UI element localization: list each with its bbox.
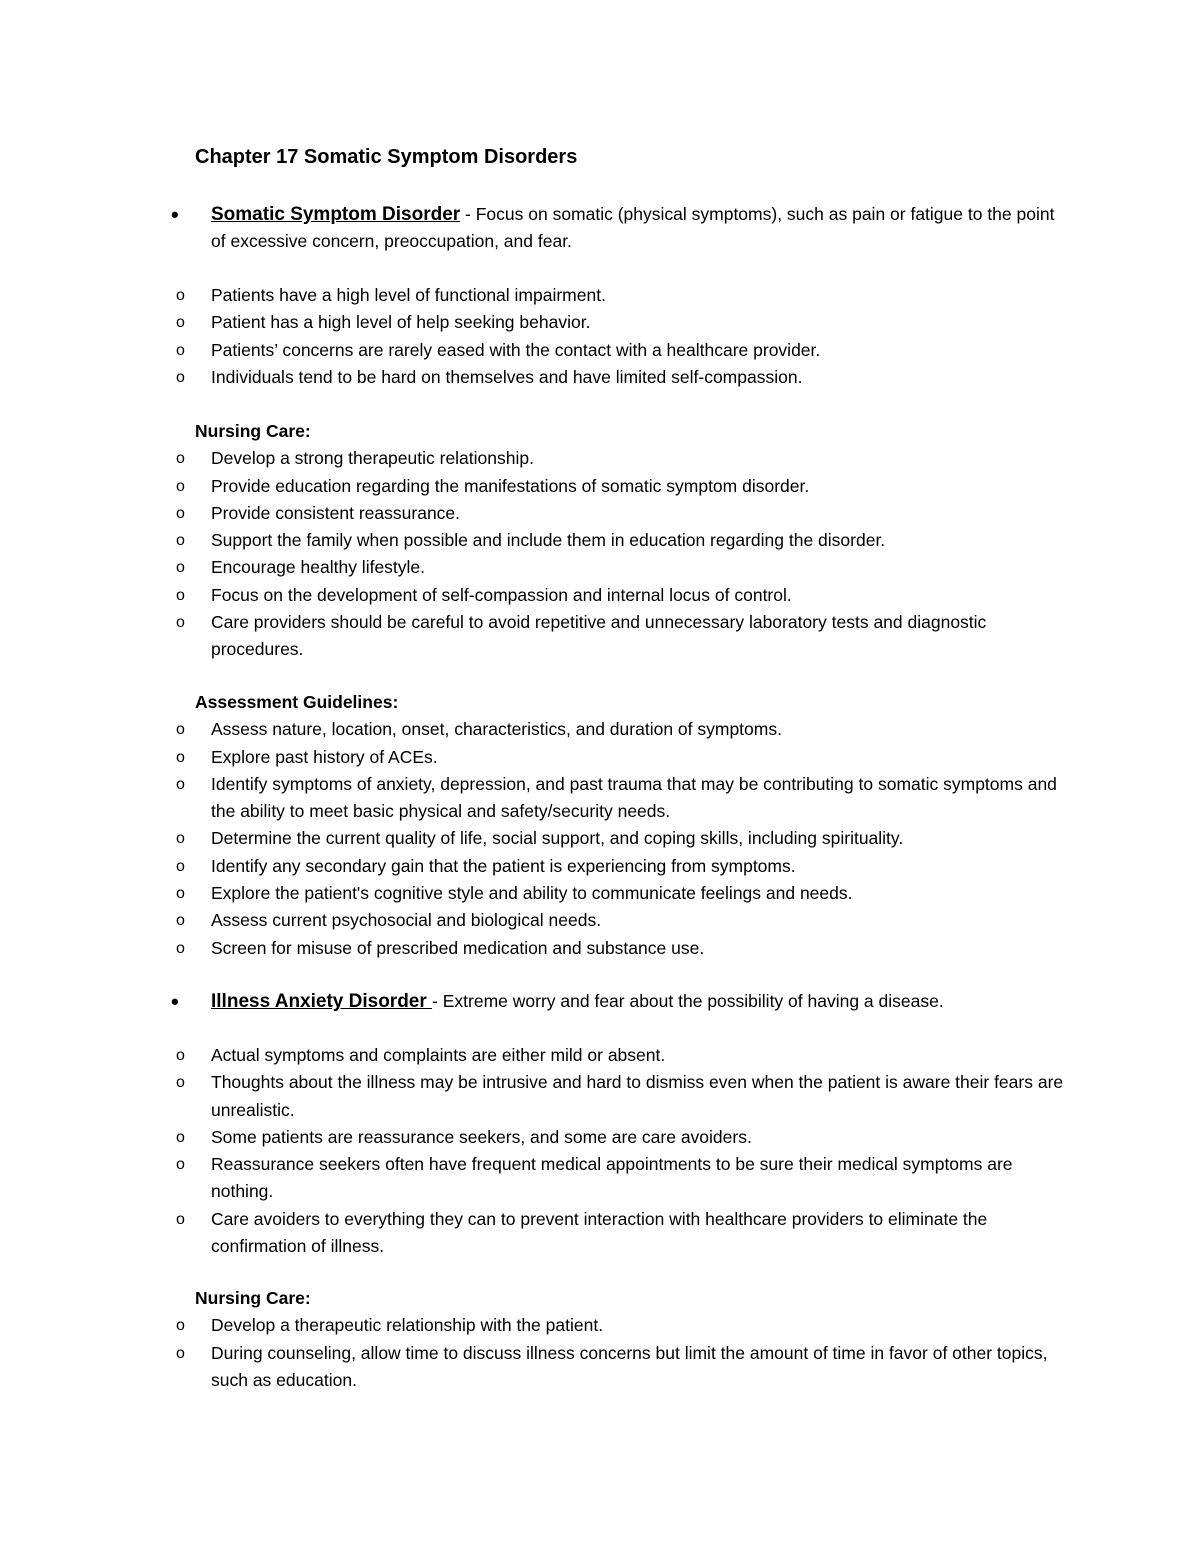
sub-bullet-icon: o bbox=[176, 1156, 185, 1174]
sub-bullet-icon: o bbox=[176, 1074, 185, 1092]
bullet-icon: • bbox=[171, 202, 179, 227]
sub-bullet-icon: o bbox=[176, 368, 185, 386]
feature-item-text: Patients’ concerns are rarely eased with the contact with a healthcare provider. bbox=[211, 339, 821, 360]
nursing-care-item bbox=[0, 527, 1200, 554]
sub-bullet-icon: o bbox=[176, 1344, 185, 1362]
assessment-item bbox=[0, 907, 1200, 934]
assessment-item bbox=[0, 771, 1200, 826]
nursing-care-item-text: Provide education regarding the manifestations of somatic symptom disorder. bbox=[211, 475, 810, 496]
assessment-item-text: Identify symptoms of anxiety, depression, and past trauma that may be contributing to somatic symptoms and the ability to meet basic physical and safety/security needs. bbox=[211, 773, 1057, 822]
feature-item-text: Individuals tend to be hard on themselves and have limited self-compassion. bbox=[211, 366, 803, 387]
sub-bullet-icon: o bbox=[176, 314, 185, 332]
nursing-care-heading: Nursing Care: bbox=[195, 1288, 311, 1308]
sub-bullet-icon: o bbox=[176, 775, 185, 793]
assessment-item-text: Explore the patient's cognitive style and ability to communicate feelings and needs. bbox=[211, 883, 853, 904]
sub-bullet-icon: o bbox=[176, 341, 185, 359]
sub-bullet-icon: o bbox=[176, 830, 185, 848]
sub-bullet-icon: o bbox=[176, 721, 185, 739]
feature-item bbox=[0, 1124, 1200, 1151]
disorder-definition: - Focus on somatic (physical symptoms), such as pain or fatigue to the point of excessive concern, preoccupation, and fear. bbox=[211, 204, 1055, 251]
sub-bullet-icon: o bbox=[176, 559, 185, 577]
assessment-heading: Assessment Guidelines: bbox=[195, 692, 399, 712]
disorder-definition-line bbox=[0, 988, 1200, 1015]
assessment-item-text: Screen for misuse of prescribed medication and substance use. bbox=[211, 937, 705, 958]
feature-item-text: Thoughts about the illness may be intrusive and hard to dismiss even when the patient is aware their fears are unrealistic. bbox=[211, 1072, 1064, 1120]
bullet-icon: • bbox=[171, 989, 179, 1014]
nursing-care-item-text: Encourage healthy lifestyle. bbox=[211, 557, 426, 578]
nursing-care-somatic bbox=[0, 418, 1200, 664]
assessment-item bbox=[0, 825, 1200, 852]
sub-bullet-icon: o bbox=[176, 885, 185, 903]
disorder-illness-anxiety bbox=[0, 988, 1200, 1015]
features-list-illness-anxiety bbox=[0, 1042, 1200, 1260]
sub-bullet-icon: o bbox=[176, 450, 185, 468]
disorder-definition: - Extreme worry and fear about the possibility of having a disease. bbox=[432, 991, 944, 1011]
sub-bullet-icon: o bbox=[176, 287, 185, 304]
disorder-somatic-symptom bbox=[0, 201, 1200, 255]
sub-bullet-icon: o bbox=[176, 586, 185, 604]
nursing-care-heading: Nursing Care: bbox=[195, 421, 311, 441]
feature-item bbox=[0, 337, 1200, 364]
nursing-care-item-text: Support the family when possible and include them in education regarding the disorder. bbox=[211, 530, 886, 551]
assessment-item-text: Identify any secondary gain that the patient is experiencing from symptoms. bbox=[211, 855, 796, 876]
nursing-care-item bbox=[0, 1340, 1200, 1395]
feature-item bbox=[0, 1151, 1200, 1206]
feature-item bbox=[0, 309, 1200, 336]
nursing-care-item-text: Provide consistent reassurance. bbox=[211, 502, 461, 523]
assessment-item-text: Explore past history of ACEs. bbox=[211, 746, 438, 767]
disorder-definition-line bbox=[0, 201, 1200, 255]
document-title: Chapter 17 Somatic Symptom Disorders bbox=[195, 146, 578, 168]
sub-bullet-icon: o bbox=[176, 614, 185, 632]
sub-bullet-icon: o bbox=[176, 1047, 185, 1064]
feature-item bbox=[0, 1042, 1200, 1069]
sub-bullet-icon: o bbox=[176, 1128, 185, 1146]
feature-item bbox=[0, 1206, 1200, 1261]
feature-item-text: Reassurance seekers often have frequent medical appointments to be sure their medical symptoms are nothing. bbox=[211, 1154, 1013, 1202]
feature-item bbox=[0, 282, 1200, 309]
nursing-care-item-text: Care providers should be careful to avoid repetitive and unnecessary laboratory tests and diagnostic procedures. bbox=[211, 612, 987, 660]
feature-item bbox=[0, 364, 1200, 391]
assessment-item bbox=[0, 744, 1200, 771]
sub-bullet-icon: o bbox=[176, 532, 185, 550]
nursing-care-item-text: Focus on the development of self-compassion and internal locus of control. bbox=[211, 584, 792, 605]
feature-item-text: Care avoiders to everything they can to prevent interaction with healthcare providers to eliminate the confirmation of illness. bbox=[211, 1208, 988, 1257]
disorder-name: Somatic Symptom Disorder bbox=[211, 204, 461, 225]
sub-bullet-icon: o bbox=[176, 748, 185, 766]
nursing-care-item bbox=[0, 1312, 1200, 1339]
nursing-care-item bbox=[0, 554, 1200, 581]
sub-bullet-icon: o bbox=[176, 912, 185, 930]
sub-bullet-icon: o bbox=[176, 477, 185, 495]
sub-bullet-icon: o bbox=[176, 857, 185, 875]
feature-item-text: Some patients are reassurance seekers, and some are care avoiders. bbox=[211, 1126, 752, 1147]
assessment-item-text: Assess current psychosocial and biological needs. bbox=[211, 910, 602, 931]
feature-item-text: Patients have a high level of functional impairment. bbox=[211, 285, 606, 305]
assessment-item bbox=[0, 853, 1200, 880]
nursing-care-item bbox=[0, 473, 1200, 500]
nursing-care-item bbox=[0, 609, 1200, 664]
nursing-care-item bbox=[0, 582, 1200, 609]
features-list-somatic bbox=[0, 282, 1200, 391]
nursing-care-item-text: Develop a therapeutic relationship with the patient. bbox=[211, 1315, 604, 1336]
feature-item-text: Actual symptoms and complaints are either mild or absent. bbox=[211, 1045, 666, 1065]
sub-bullet-icon: o bbox=[176, 1317, 185, 1335]
sub-bullet-icon: o bbox=[176, 1210, 185, 1228]
nursing-care-illness-anxiety bbox=[0, 1285, 1200, 1394]
feature-item-text: Patient has a high level of help seeking behavior. bbox=[211, 312, 591, 333]
nursing-care-item bbox=[0, 445, 1200, 472]
disorder-name: Illness Anxiety Disorder bbox=[211, 991, 433, 1012]
assessment-item bbox=[0, 716, 1200, 743]
nursing-care-item-text: Develop a strong therapeutic relationship. bbox=[211, 448, 534, 469]
feature-item bbox=[0, 1069, 1200, 1124]
sub-bullet-icon: o bbox=[176, 504, 185, 522]
nursing-care-item bbox=[0, 500, 1200, 527]
assessment-item-text: Assess nature, location, onset, characteristics, and duration of symptoms. bbox=[211, 719, 782, 740]
assessment-item bbox=[0, 935, 1200, 962]
assessment-item-text: Determine the current quality of life, social support, and coping skills, including spirituality. bbox=[211, 828, 904, 849]
assessment-item bbox=[0, 880, 1200, 907]
nursing-care-item-text: During counseling, allow time to discuss illness concerns but limit the amount of time in favor of other topics, such as education. bbox=[211, 1342, 1048, 1390]
assessment-guidelines-somatic bbox=[0, 689, 1200, 962]
sub-bullet-icon: o bbox=[176, 939, 185, 957]
